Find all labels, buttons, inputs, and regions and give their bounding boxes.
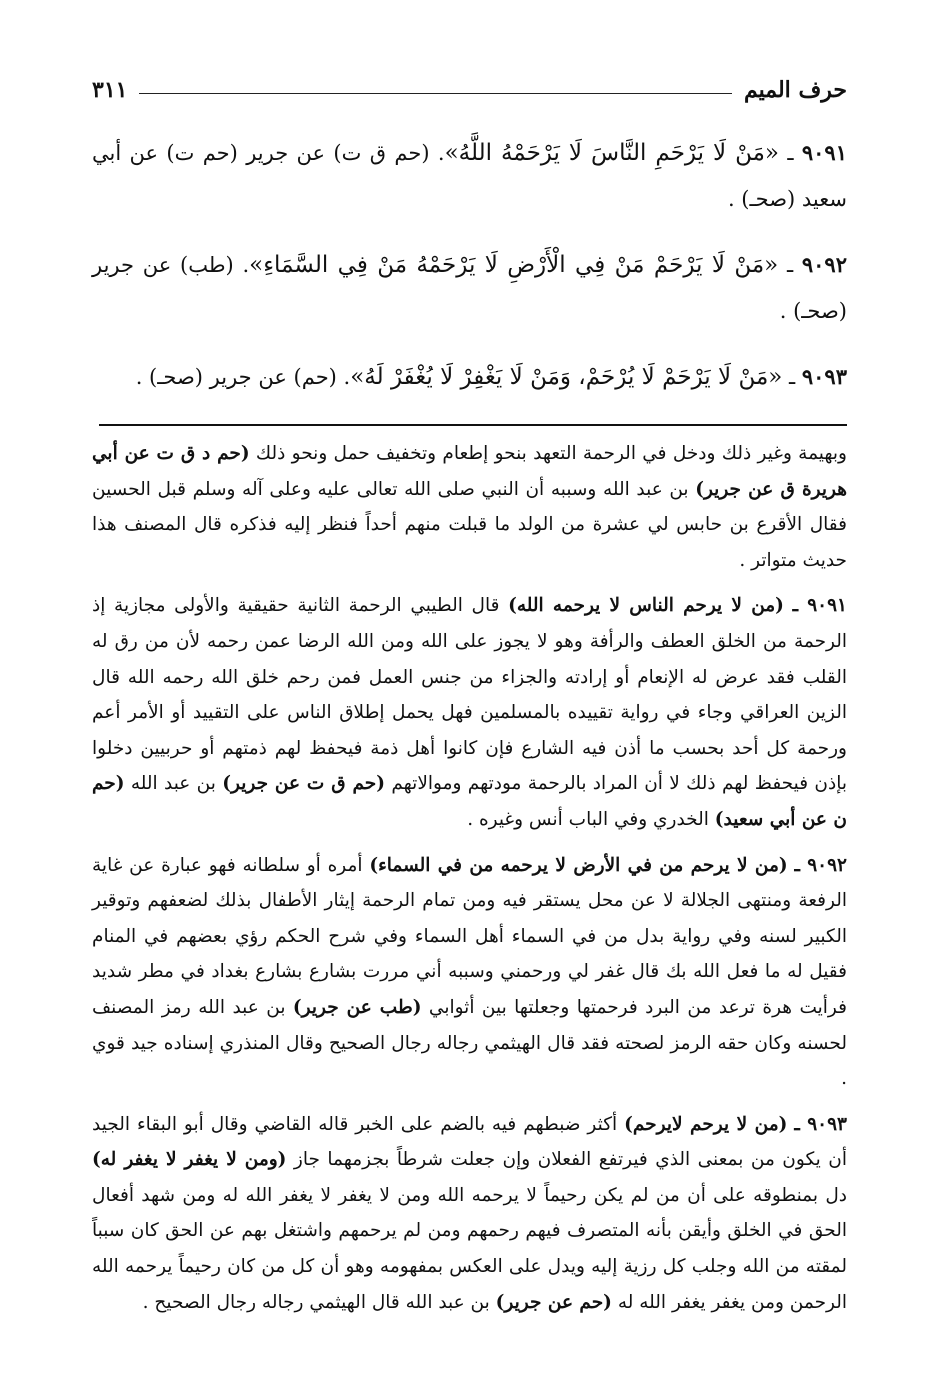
hadith-quote: (من لا يرحم لايرحم) bbox=[624, 1113, 788, 1135]
commentary-9093 bbox=[92, 1107, 847, 1321]
hadith-quote: (من لا يرحم الناس لا يرحمه الله) bbox=[508, 595, 784, 617]
hadith-number: ٩٠٩١ bbox=[801, 140, 847, 165]
hadith-entry: ٩٠٩٣ ـ «مَنْ لَا يَرْحَمْ لَا يُرْحَمْ، وَمَنْ لَا يَغْفِرْ لَا يُغْفَرْ لَهُ». (حم) عن جرير (صحـ) . bbox=[135, 364, 847, 390]
commentary-number: ٩٠٩١ ـ bbox=[792, 595, 847, 617]
hadith-source: . (حم) عن جرير (صحـ) . bbox=[135, 365, 351, 389]
commentary-9092 bbox=[92, 848, 847, 1097]
hadith-entry: ٩٠٩٢ ـ «مَنْ لَا يَرْحَمْ مَنْ فِي الْأَرْضِ لَا يَرْحَمْهُ مَنْ فِي السَّمَاءِ». (طب) عن جرير (صحـ) . bbox=[92, 252, 847, 323]
source-ref: (حم ن عن أبي سعيد) bbox=[92, 773, 847, 830]
hadith-source: . (حم ق ت) عن جرير (حم ت) عن أبي سعيد (صحـ) . bbox=[92, 141, 847, 211]
hadith-source: . (طب) عن جرير (صحـ) . bbox=[92, 253, 847, 323]
hadith-text: «مَنْ لَا يَرْحَمْ لَا يُرْحَمْ، وَمَنْ لَا يَغْفِرْ لَا يُغْفَرْ لَهُ» bbox=[350, 364, 783, 390]
hadith-quote: (من لا يرحم من في الأرض لا يرحمه من في السماء) bbox=[369, 854, 788, 876]
commentary-9091 bbox=[92, 588, 847, 837]
running-header bbox=[92, 70, 847, 110]
hadith-text: «مَنْ لَا يَرْحَمِ النَّاسَ لَا يَرْحَمْهُ اللَّهُ» bbox=[444, 140, 779, 166]
hadith-number: ٩٠٩٣ bbox=[801, 364, 847, 389]
source-ref: (حم د ق ت عن أبي هريرة ق عن جرير) bbox=[92, 443, 847, 500]
commentary-text: بن عبد الله رمز المصنف لحسنه وكان حقه الرمز لصحته فقد قال الهيثمي رجاله رجال الصحيح وقال المنذري إسناده جيد قوي . bbox=[92, 996, 847, 1090]
commentary-text: بن عبد الله قال الهيثمي رجاله رجال الصحيح . bbox=[142, 1291, 496, 1313]
footnote-divider bbox=[99, 424, 847, 426]
commentary-number: ٩٠٩٢ ـ bbox=[794, 854, 847, 876]
commentary-text: أمره أو سلطانه فهو عبارة عن غاية الرفعة ومنتهى الجلالة لا عن محل يستقر فيه ومن تمام الرحمة إيثار الأطفال بذلك لضعفهم وتوقير الكبير لسنه وفي رواية بدل من في السماء أهل السماء وفي شرح الحكم رؤي بعضهم في المنام فقيل له ما فعل الله بك قال غفر لي ورحمني وسببه أني مررت بشارع بشارع بغداد في مطر شديد فرأيت هرة ترعد من البرد فرحمتها وجعلتها بين أثوابي bbox=[92, 854, 847, 1018]
commentary-intro bbox=[92, 436, 847, 578]
commentary-text: أكثر ضبطهم فيه بالضم على الخبر قاله القاضي وقال أبو البقاء الجيد أن يكون من بمعنى الذي فيرتفع الفعلان وإن جعلت شرطاً بجزمهما جاز bbox=[92, 1113, 847, 1171]
header-rule bbox=[139, 93, 732, 94]
source-ref: (حم ق ت عن جرير) bbox=[222, 773, 385, 795]
hadith-number: ٩٠٩٢ bbox=[801, 252, 847, 277]
hadith-text: «مَنْ لَا يَرْحَمْ مَنْ فِي الْأَرْضِ لَا يَرْحَمْهُ مَنْ فِي السَّمَاءِ» bbox=[249, 252, 779, 278]
source-ref: (حم عن جرير) bbox=[495, 1291, 612, 1313]
chapter-title: حرف الميم bbox=[743, 77, 847, 103]
page-number: ٣١١ bbox=[92, 77, 128, 103]
commentary-text: بن عبد الله bbox=[124, 773, 223, 795]
commentary-text: بن عبد الله وسببه أن النبي صلى الله تعالى عليه وعلى آله وسلم قبل الحسين فقال الأقرع بن حابس لي عشرة من الولد ما قبلت منهم أحداً فنظر إليه فذكره قال المصنف هذا حديث متواتر . bbox=[92, 478, 847, 571]
commentary-text: قال الطيبي الرحمة الثانية حقيقية والأولى مجازية إذ الرحمة من الخلق العطف والرأفة وهو لا يجوز على الله ومن الله الرضا عمن رحمه لأن من رق له القلب فقد عرض له الإنعام أو إرادته والجزاء من جنس العمل فمن رحم خلق الله رحمه الله قال الزين العراقي وجاء في رواية تقييده بالمسلمين فهل يحمل إطلاق الناس على التقييد أو الأمر أعم ورحمة كل أحد بحسب ما أذن فيه الشارع فإن كانوا أهل ذمة فيحفظ لهم ذمتهم أو حربيين دخلوا بإذن فيحفظ لهم ذلك لا أن المراد بالرحمة مودتهم وموالاتهم bbox=[92, 595, 847, 795]
source-ref: (طب عن جرير) bbox=[292, 996, 422, 1018]
hadith-quote: (ومن لا يغفر لا يغفر له) bbox=[92, 1149, 287, 1171]
commentary-text: وبهيمة وغير ذلك ودخل في الرحمة التعهد بنحو إطعام وتخفيف حمل ونحو ذلك bbox=[249, 443, 847, 464]
commentary-number: ٩٠٩٣ ـ bbox=[794, 1113, 847, 1135]
commentary-text: دل بمنطوقه على أن من لم يكن رحيماً لا يرحمه الله ومن لا يغفر لا يغفر الله له ومن شهد أفعال الحق في الخلق وأيقن بأنه المتصرف فيهم رحمهم ومن لم يرحمهم واشتغل بهم عن الحق كان سبباً لمقته من الله وجلب كل رزية إليه ويدل على العكس بمفهومه وهو أن كل من كان رحيماً يرحمه الله الرحمن ومن يغفر يغفر الله له bbox=[92, 1184, 847, 1313]
commentary-text: الخدري وفي الباب أنس وغيره . bbox=[467, 808, 715, 830]
hadith-entry: ٩٠٩١ ـ «مَنْ لَا يَرْحَمِ النَّاسَ لَا يَرْحَمْهُ اللَّهُ». (حم ق ت) عن جرير (حم ت) عن أبي سعيد (صحـ) . bbox=[92, 140, 847, 211]
